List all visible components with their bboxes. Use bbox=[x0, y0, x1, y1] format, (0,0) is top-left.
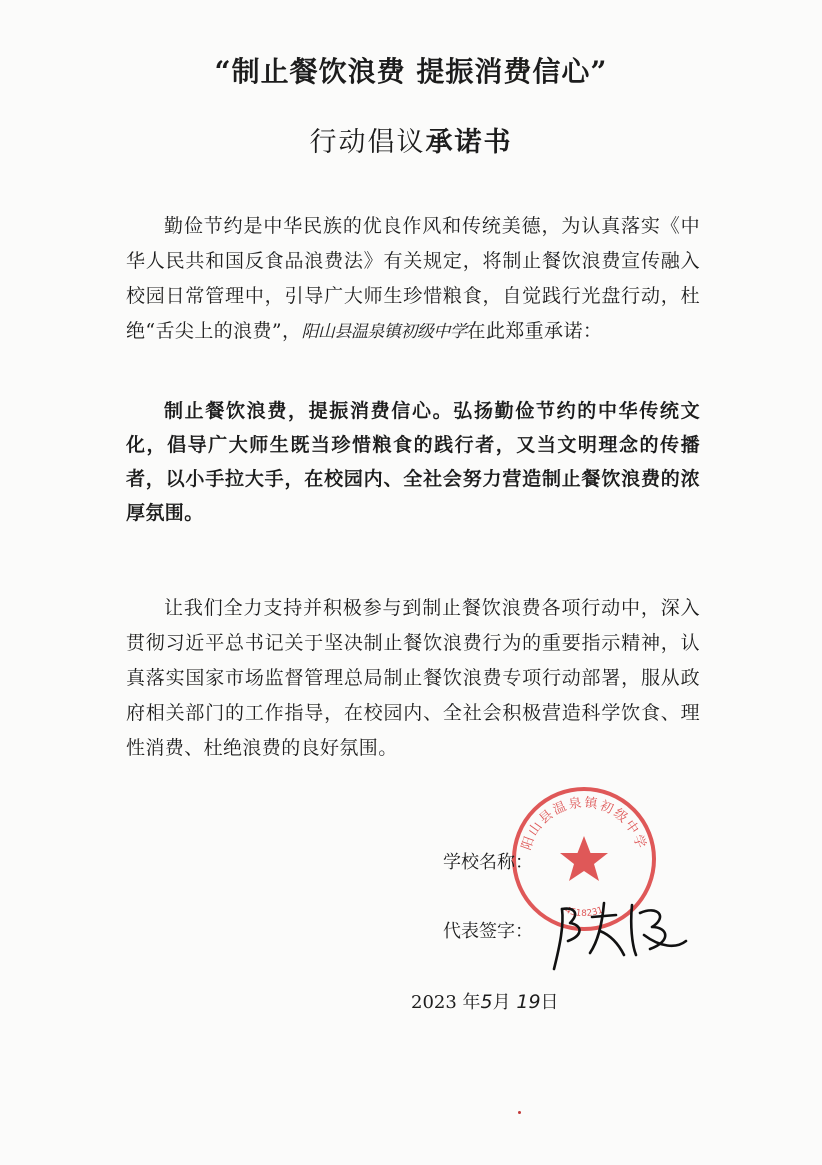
paragraph-call-to-action: 让我们全力支持并积极参与到制止餐饮浪费各项行动中，深入贯彻习近平总书记关于坚决制止餐饮浪费行为的重要指示精神，认真落实国家市场监督管理总局制止餐饮浪费专项行动部署，服从政府相关部门的工作指导，在校园内、全社会积极营造科学饮食、理性消费、杜绝浪费的良好氛围。 bbox=[126, 597, 700, 759]
handwritten-school-name: 阳山县温泉镇初级中学 bbox=[301, 322, 467, 342]
document-subtitle bbox=[0, 120, 822, 159]
document-title: “制止餐饮浪费 提振消费信心” bbox=[214, 55, 608, 88]
date-day-label: 日 bbox=[540, 992, 559, 1013]
date-month-handwritten: 5 bbox=[480, 991, 493, 1013]
paragraph-commitment: 制止餐饮浪费，提振消费信心。弘扬勤俭节约的中华传统文化，倡导广大师生既当珍惜粮食的践行者，又当文明理念的传播者，以小手拉大手，在校园内、全社会努力营造制止餐饮浪费的浓厚氛围。 bbox=[126, 400, 700, 524]
subtitle-bold: 承诺书 bbox=[425, 127, 513, 158]
school-name-label: 学校名称： bbox=[443, 852, 533, 873]
paragraph-intro bbox=[126, 209, 700, 350]
subtitle-regular: 行动倡议 bbox=[309, 127, 426, 158]
date-year: 2023 年 bbox=[411, 992, 481, 1013]
seal-star-icon bbox=[560, 836, 608, 881]
date-day-handwritten: 19 bbox=[516, 991, 541, 1013]
representative-signature-label: 代表签字： bbox=[443, 921, 533, 942]
date-line bbox=[411, 988, 559, 1014]
seal-top-text: 阳山县温泉镇初级中学 bbox=[519, 795, 649, 853]
date-month-label: 月 bbox=[492, 992, 511, 1013]
ink-speck bbox=[518, 1111, 521, 1114]
paragraph-intro-text: 勤俭节约是中华民族的优良作风和传统美德，为认真落实《中华人民共和国反食品浪费法》有关规定，将制止餐饮浪费宣传融入校园日常管理中，引导广大师生珍惜粮食，自觉践行光盘行动，杜绝“舌尖上的浪费”， bbox=[126, 215, 700, 342]
paragraph-intro-end: 在此郑重承诺： bbox=[466, 320, 603, 342]
handwritten-signature bbox=[540, 895, 690, 975]
seal-bottom-text: 4518231 bbox=[563, 905, 605, 919]
